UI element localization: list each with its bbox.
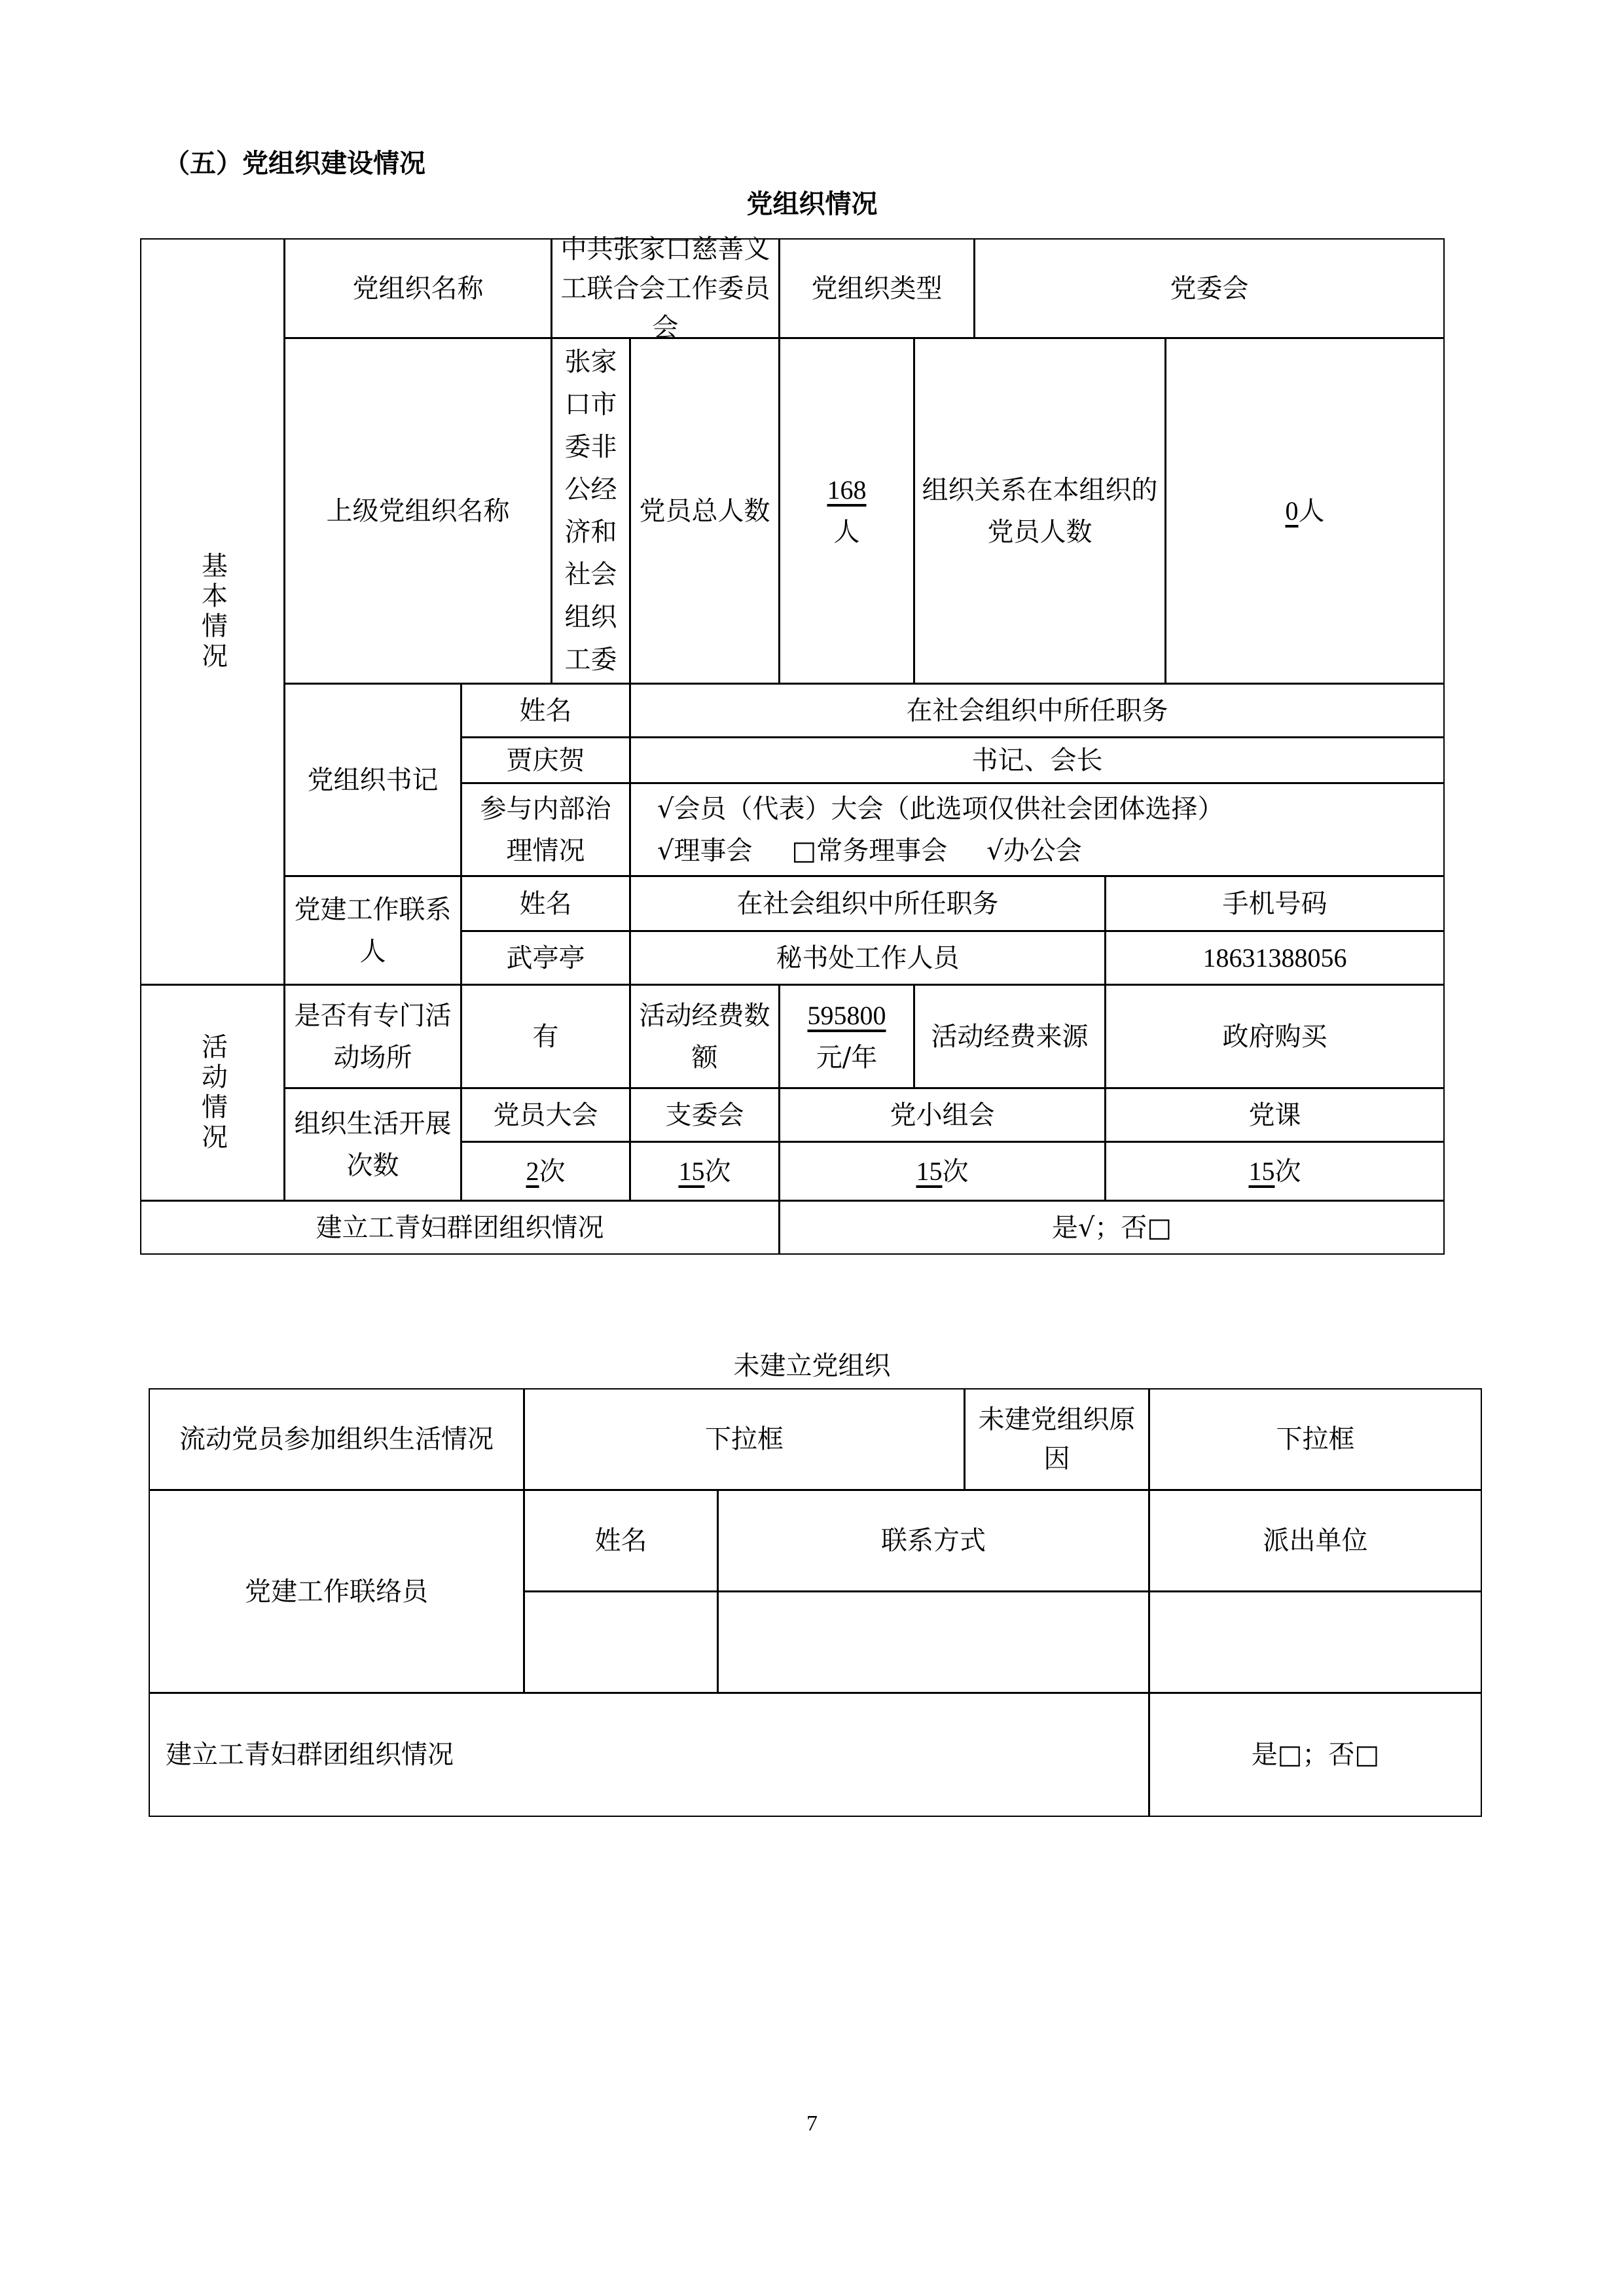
times-unit: 次 [1274,1156,1301,1187]
governance-label: 参与内部治理情况 [461,783,630,876]
governance-option-standing: □常务理事会 [791,835,948,866]
life-value-lecture: 15 [1248,1156,1275,1186]
governance-option-row [657,830,1082,872]
life-value-group: 15 [916,1156,943,1186]
venue-value: 有 [461,984,630,1088]
reason-label: 未建党组织原因 [964,1388,1149,1490]
times-unit: 次 [704,1156,731,1187]
org-type-label: 党组织类型 [779,238,975,338]
members-value: 168 [827,475,867,505]
liaison-unit-header: 派出单位 [1149,1490,1482,1592]
funds-unit: 元/年 [816,1042,878,1073]
liaison-name-field[interactable] [524,1591,718,1693]
times-unit: 次 [942,1156,969,1187]
liaison-contact-field[interactable] [717,1591,1149,1693]
mass-org-label-2: 建立工青妇群团组织情况 [149,1693,1149,1817]
section-heading: （五）党组织建设情况 [164,149,425,179]
life-value-congress: 2 [526,1156,539,1186]
secretary-post: 书记、会长 [630,737,1445,783]
org-name-label: 党组织名称 [284,238,552,338]
parent-org-label: 上级党组织名称 [284,338,552,684]
funds-label: 活动经费数额 [630,984,780,1088]
relation-unit: 人 [1298,495,1325,526]
mass-org-value: 是√；否□ [779,1200,1445,1255]
source-value: 政府购买 [1105,984,1445,1088]
contact-label: 党建工作联系人 [284,876,461,985]
contact-phone: 18631388056 [1105,931,1445,985]
parent-org-value: 张家口市委非公经济和社会组织工委 [551,338,630,684]
liaison-name-header: 姓名 [524,1490,718,1592]
venue-label: 是否有专门活动场所 [284,984,461,1088]
liaison-contact-header: 联系方式 [717,1490,1149,1592]
life-header-congress: 党员大会 [461,1088,630,1142]
activity-label: 活动情况 [140,984,285,1201]
life-header-committee: 支委会 [630,1088,780,1142]
secretary-name-header: 姓名 [461,683,630,738]
funds-value: 595800 [807,1000,886,1030]
life-count-lecture [1105,1141,1445,1201]
members-label: 党员总人数 [630,338,780,684]
contact-post: 秘书处工作人员 [630,931,1106,985]
secretary-label: 党组织书记 [284,683,461,876]
secretary-name: 贾庆贺 [461,737,630,783]
life-count-committee [630,1141,780,1201]
source-label: 活动经费来源 [914,984,1106,1088]
governance-options [630,783,1445,876]
governance-option-council: √理事会 [657,835,753,866]
no-party-org-table [149,1389,1482,1817]
mass-org-label: 建立工青妇群团组织情况 [140,1200,780,1255]
contact-name-header: 姓名 [461,876,630,931]
life-count-group [779,1141,1106,1201]
contact-phone-header: 手机号码 [1105,876,1445,931]
life-value-committee: 15 [678,1156,705,1186]
secretary-post-header: 在社会组织中所任职务 [630,683,1445,738]
relation-label: 组织关系在本组织的党员人数 [914,338,1166,684]
members-unit: 人 [833,516,860,547]
page-number: 7 [806,2111,818,2136]
floating-members-dropdown[interactable]: 下拉框 [524,1388,965,1490]
party-org-table [141,234,1443,1265]
org-name-value: 中共张家口慈善义工联合会工作委员会 [551,238,780,338]
life-label: 组织生活开展次数 [284,1088,461,1201]
life-header-group: 党小组会 [779,1088,1106,1142]
governance-option-office: √办公会 [986,835,1082,866]
reason-dropdown[interactable]: 下拉框 [1149,1388,1482,1490]
basic-info-label: 基本情况 [140,238,285,985]
org-type-value: 党委会 [974,238,1445,338]
life-header-lecture: 党课 [1105,1088,1445,1142]
floating-members-label: 流动党员参加组织生活情况 [149,1388,524,1490]
life-count-congress [461,1141,630,1201]
liaison-label: 党建工作联络员 [149,1490,524,1693]
times-unit: 次 [539,1156,566,1187]
relation-value: 0 [1285,495,1299,526]
table1-title: 党组织情况 [746,189,878,219]
table2-title: 未建立党组织 [733,1351,891,1381]
members-cell [779,338,914,684]
relation-cell [1165,338,1445,684]
contact-name: 武亭亭 [461,931,630,985]
mass-org-value-2[interactable]: 是□；否□ [1149,1693,1482,1817]
contact-post-header: 在社会组织中所任职务 [630,876,1106,931]
funds-cell [779,984,914,1088]
governance-option-congress: √会员（代表）大会（此选项仅供社会团体选择） [657,793,1224,824]
liaison-unit-field[interactable] [1149,1591,1482,1693]
